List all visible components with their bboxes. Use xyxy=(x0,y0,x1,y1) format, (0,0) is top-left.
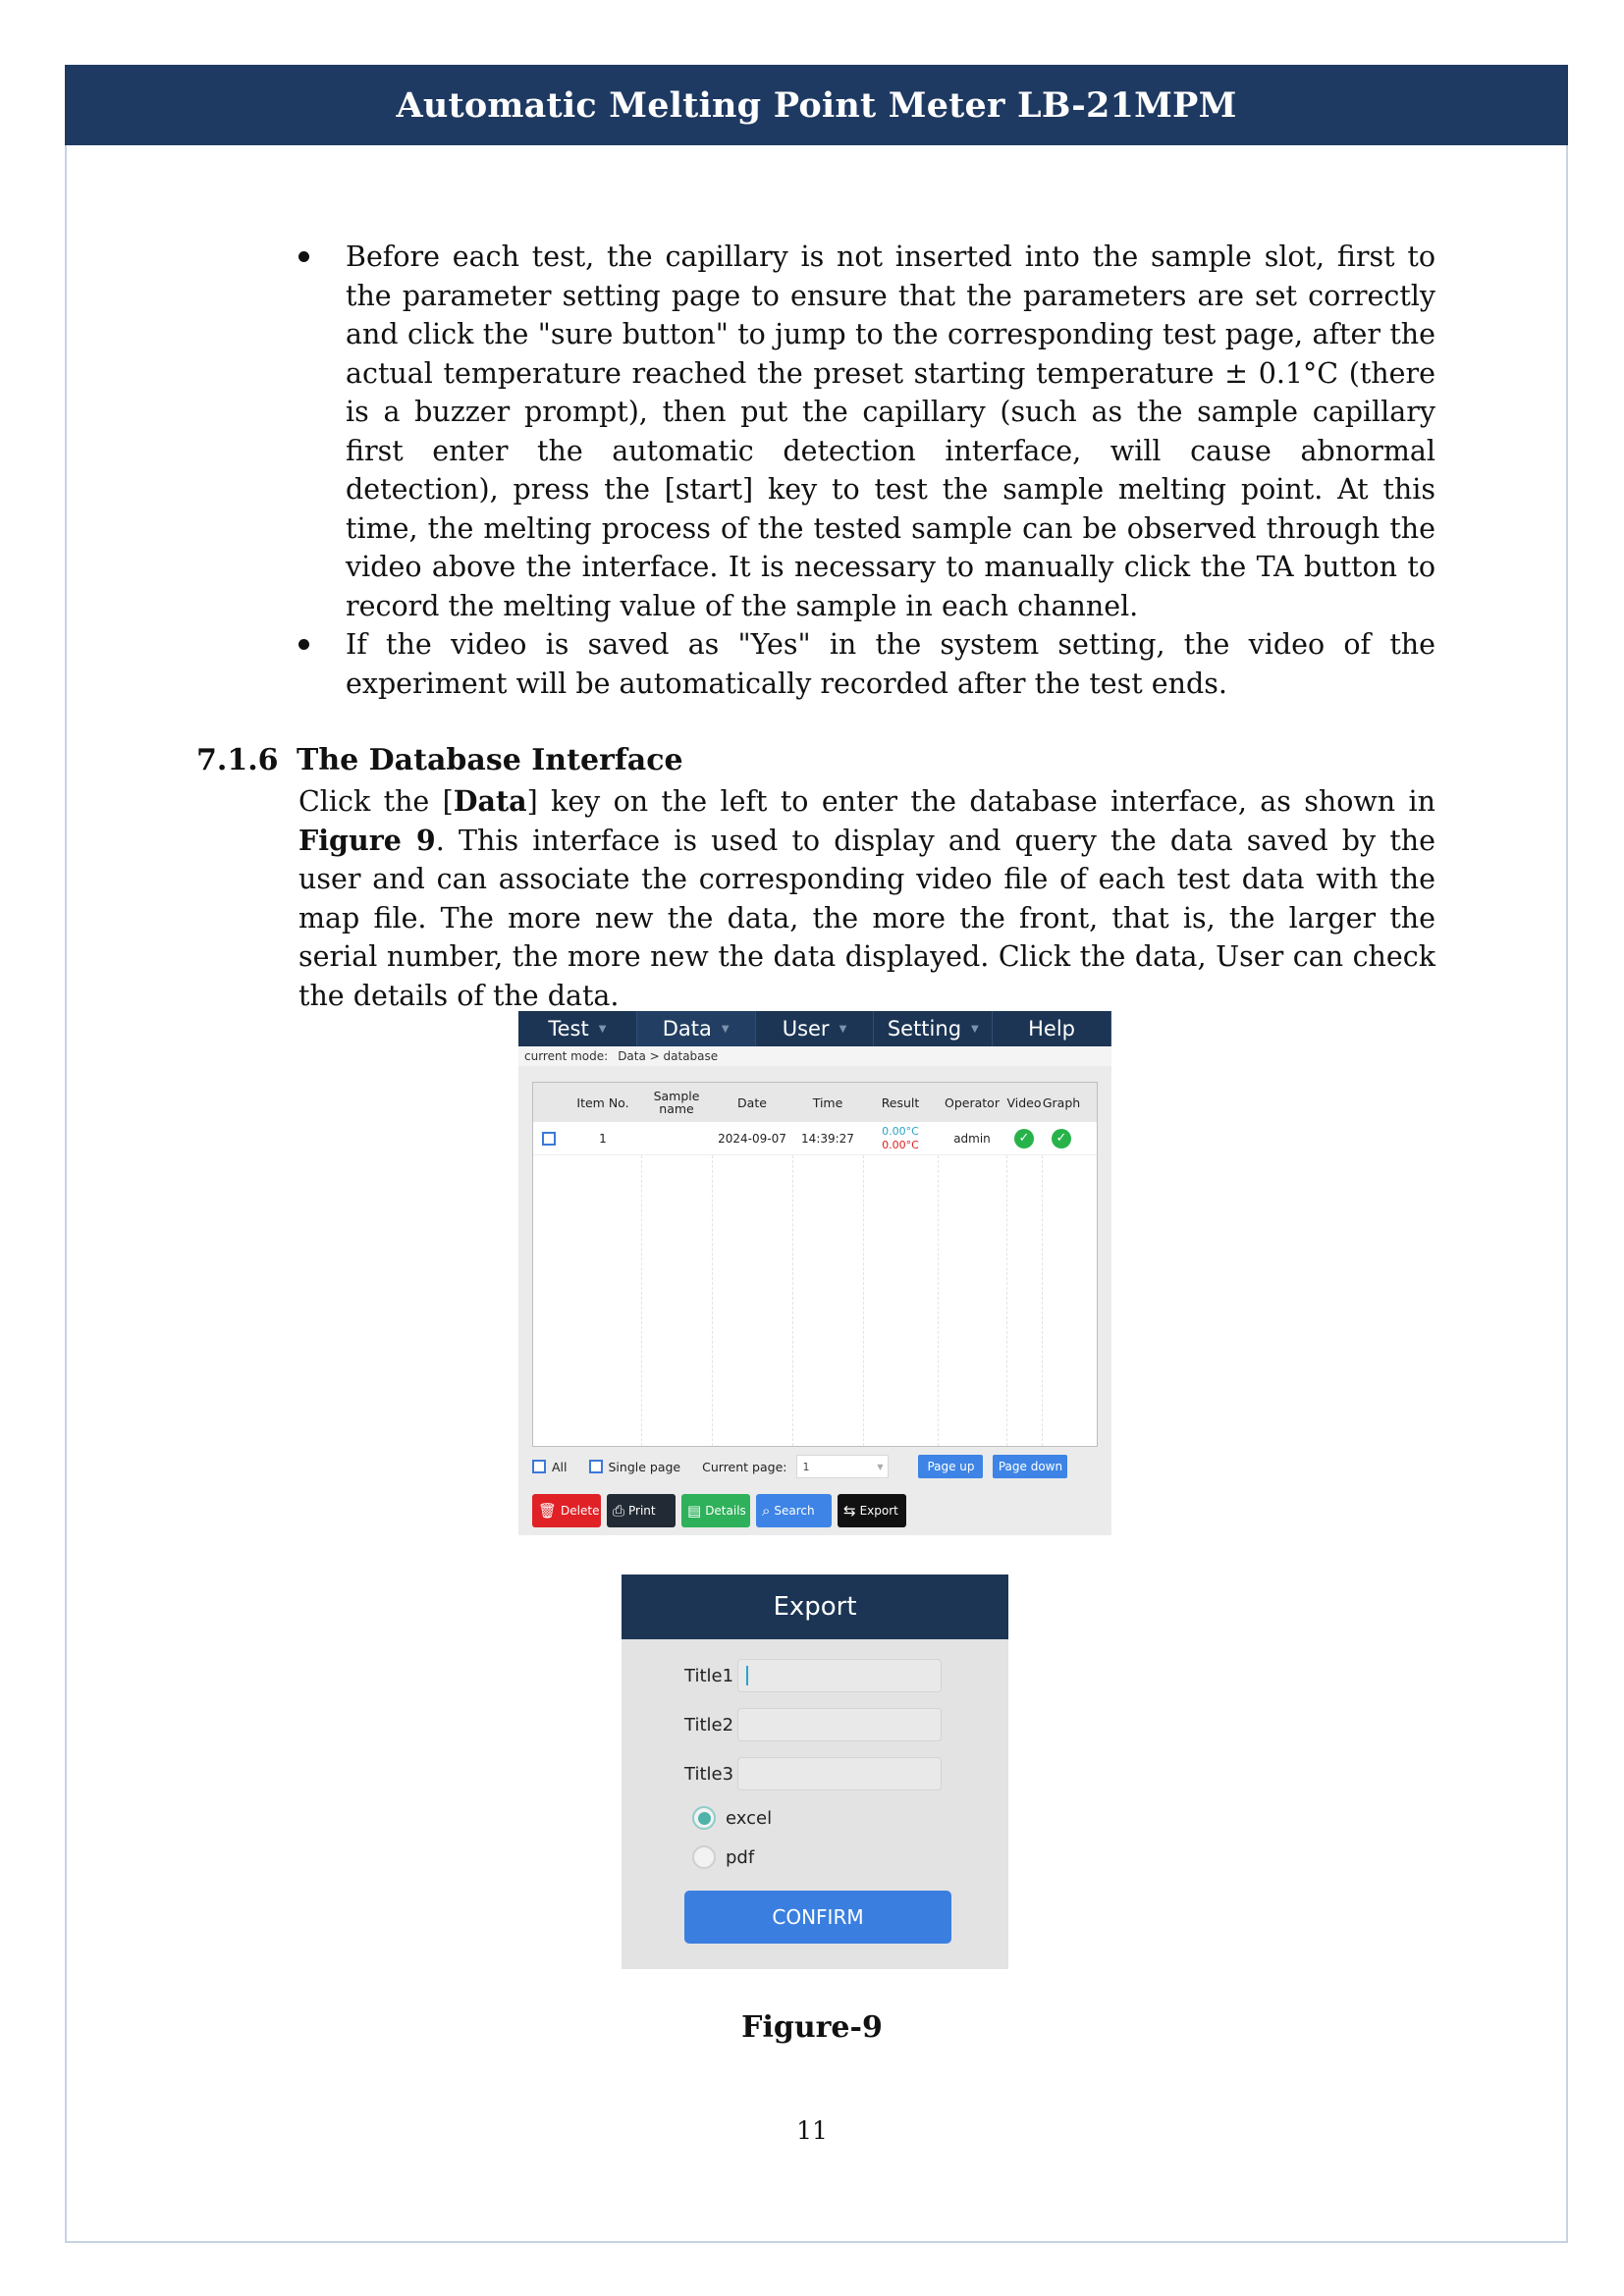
text-cursor xyxy=(746,1666,748,1685)
table-footer xyxy=(532,1453,1102,1480)
bullet-item xyxy=(295,238,1435,625)
col-graph: Graph xyxy=(1042,1095,1081,1110)
check-circle-icon[interactable]: ✓ xyxy=(1014,1129,1034,1148)
cell-item-no: 1 xyxy=(599,1131,607,1146)
page-number: 11 xyxy=(796,2116,828,2145)
paragraph-text: . This interface is used to display and query the data saved by the user and can associate the corresponding video file of each test data with the map file. The more new the data, the more the front, that is, the larger the serial number, the more new the data displayed. Click the data, User can check the details of the data. xyxy=(298,824,1435,1012)
all-label: All xyxy=(552,1459,568,1474)
section-heading xyxy=(196,743,683,777)
menu-data[interactable]: Data ▼ xyxy=(637,1011,756,1046)
single-page-label: Single page xyxy=(608,1459,681,1474)
trash-icon: 🗑 xyxy=(538,1502,558,1520)
cell-time: 14:39:27 xyxy=(801,1131,854,1146)
paragraph-bold: Data xyxy=(453,784,527,818)
figure-caption: Figure-9 xyxy=(741,2010,883,2045)
mode-label: current mode: xyxy=(524,1049,609,1063)
pdf-option[interactable] xyxy=(692,1845,754,1869)
title1-row xyxy=(684,1659,942,1692)
cell-result xyxy=(863,1125,938,1152)
current-page-select[interactable]: 1 ▼ xyxy=(796,1455,889,1478)
section-number: 7.1.6 xyxy=(196,743,279,777)
row-checkbox[interactable] xyxy=(542,1132,556,1146)
col-video: Video xyxy=(1006,1095,1042,1110)
menu-setting[interactable]: Setting ▼ xyxy=(874,1011,993,1046)
paragraph-text: Click the [ xyxy=(298,785,454,818)
export-dialog-screenshot xyxy=(622,1575,1008,1969)
all-checkbox[interactable] xyxy=(532,1460,546,1473)
result-channel-2: 0.00°C xyxy=(882,1138,919,1151)
bullet-item xyxy=(295,625,1435,703)
search-icon: ⌕ xyxy=(762,1502,771,1520)
document-title: Automatic Melting Point Meter LB-21MPM xyxy=(396,84,1237,126)
title2-label: Title2 xyxy=(684,1714,734,1735)
title3-label: Title3 xyxy=(684,1763,734,1785)
current-page-label: Current page: xyxy=(702,1459,787,1474)
table-header xyxy=(533,1083,1097,1122)
col-time: Time xyxy=(812,1095,843,1110)
section-title: The Database Interface xyxy=(297,743,683,777)
mode-path: Data > database xyxy=(618,1049,719,1063)
export-icon: ⇆ xyxy=(843,1502,856,1520)
document-icon: ▤ xyxy=(687,1502,702,1520)
bullet-text: If the video is saved as "Yes" in the system setting, the video of the experiment will be automatically recorded after the test ends. xyxy=(346,628,1435,700)
title3-input[interactable] xyxy=(737,1757,942,1790)
caret-down-icon: ▼ xyxy=(721,1023,730,1035)
data-table xyxy=(532,1082,1098,1447)
column-gridlines xyxy=(533,1155,1097,1446)
caret-down-icon: ▼ xyxy=(839,1023,847,1035)
export-button[interactable]: ⇆ Export xyxy=(838,1494,906,1527)
title1-label: Title1 xyxy=(684,1665,734,1686)
caret-down-icon: ▼ xyxy=(971,1023,979,1035)
check-circle-icon[interactable]: ✓ xyxy=(1052,1129,1071,1148)
search-button[interactable]: ⌕ Search xyxy=(756,1494,832,1527)
col-result: Result xyxy=(881,1095,920,1110)
title2-input[interactable] xyxy=(737,1708,942,1741)
bullet-list xyxy=(295,238,1435,703)
document-header xyxy=(65,65,1568,145)
print-button[interactable]: ⎙ Print xyxy=(607,1494,676,1527)
delete-button[interactable]: 🗑 Delete xyxy=(532,1494,601,1527)
paragraph-text: ] key on the left to enter the database interface, as shown in xyxy=(526,785,1435,818)
col-operator: Operator xyxy=(945,1095,1000,1110)
excel-label: excel xyxy=(726,1807,773,1829)
screen-menu-bar xyxy=(518,1011,1111,1046)
bullet-dot-icon xyxy=(298,639,309,650)
mode-breadcrumb xyxy=(518,1046,1111,1066)
page-up-button[interactable]: Page up xyxy=(918,1455,983,1478)
menu-help[interactable]: Help xyxy=(993,1011,1111,1046)
database-screenshot xyxy=(518,1011,1111,1535)
title1-input[interactable] xyxy=(737,1659,942,1692)
title3-row xyxy=(684,1757,942,1790)
details-button[interactable]: ▤ Details xyxy=(681,1494,750,1527)
excel-option[interactable] xyxy=(692,1806,772,1830)
paragraph-bold: Figure 9 xyxy=(298,823,436,857)
table-row[interactable] xyxy=(533,1122,1097,1155)
page-down-button[interactable]: Page down xyxy=(993,1455,1067,1478)
pdf-radio[interactable] xyxy=(692,1845,716,1869)
bullet-text: Before each test, the capillary is not inserted into the sample slot, first to the parameter setting page to ensure that the parameters are set correctly and click the "sure button" to jump to the corresponding test page, after the actual temperature reached the preset starting temperature ± 0.1°C (there is a buzzer prompt), then put the capillary (such as the sample capillary first enter the automatic detection interface, will cause abnormal detection), press the [start] key to test the sample melting point. At this time, the melting process of the tested sample can be observed through the video above the interface. It is necessary to manually click the TA button to record the melting value of the sample in each channel. xyxy=(346,240,1435,622)
menu-test[interactable]: Test ▼ xyxy=(518,1011,637,1046)
single-page-checkbox[interactable] xyxy=(589,1460,603,1473)
section-paragraph xyxy=(298,782,1435,1015)
col-date: Date xyxy=(737,1095,767,1110)
cell-operator: admin xyxy=(953,1131,991,1146)
excel-radio[interactable] xyxy=(692,1806,716,1830)
col-sample-name: Sample name xyxy=(653,1089,700,1116)
printer-icon: ⎙ xyxy=(613,1502,625,1520)
col-item-no: Item No. xyxy=(576,1095,629,1110)
confirm-button[interactable]: CONFIRM xyxy=(684,1891,951,1944)
action-bar xyxy=(532,1494,906,1527)
menu-user[interactable]: User ▼ xyxy=(756,1011,875,1046)
result-channel-1: 0.00°C xyxy=(882,1124,919,1138)
title2-row xyxy=(684,1708,942,1741)
cell-date: 2024-09-07 xyxy=(718,1131,786,1146)
chevron-down-icon: ▼ xyxy=(877,1462,884,1471)
bullet-dot-icon xyxy=(298,251,309,262)
pdf-label: pdf xyxy=(726,1846,755,1868)
caret-down-icon: ▼ xyxy=(598,1023,607,1035)
export-dialog-title: Export xyxy=(622,1575,1008,1639)
